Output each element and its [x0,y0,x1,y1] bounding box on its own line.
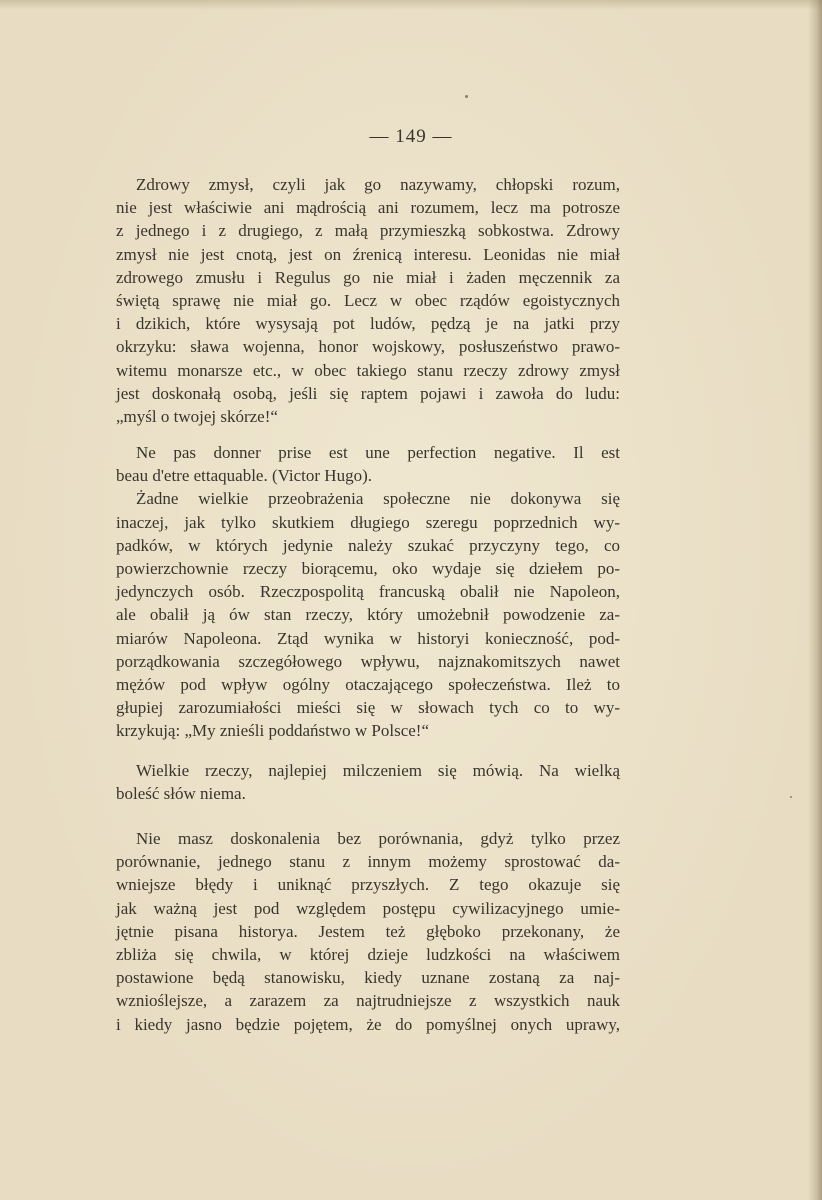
text-line: porównanie, jednego stanu z innym możemy sprostować da- [116,852,620,872]
text-line: i kiedy jasno będzie pojętem, że do pomyślnej onych uprawy, [116,1014,620,1034]
text-line: boleść słów niema. [116,784,246,804]
text-line: beau d'etre ettaquable. (Victor Hugo). [116,466,372,486]
text-line: głupiej zarozumiałości mieści się w słowach tych co to wy- [116,698,620,718]
paper-speck [790,796,792,798]
text-line: Zdrowy zmysł, czyli jak go nazywamy, chłopski rozum, [136,175,620,194]
text-line: wniejsze błędy i uniknąć przyszłych. Z tego okazuje się [116,875,620,895]
text-line: padków, w których jedynie należy szukać przyczyny tego, co [116,535,620,555]
text-line: Ne pas donner prise est une perfection negative. Il est [136,443,620,462]
text-line: Wielkie rzeczy, najlepiej milczeniem się mówią. Na wielką [136,761,620,780]
text-line: jak ważną jest pod względem postępu cywilizacyjnego umie- [116,898,620,918]
paragraph-comparison-history [116,827,620,1036]
text-line: Nie masz doskonalenia bez porównania, gdyż tylko przez [136,829,620,848]
paragraph-common-sense [116,173,620,428]
text-line: krzykują: „My znieśli poddaństwo w Polsce!“ [116,721,430,741]
paragraph-great-things [116,759,620,805]
text-line: powierzchownie rzeczy biorącemu, oko wydaje się dziełem po- [116,559,620,579]
text-line: porządkowania szczegółowego wpływu, najznakomitszych nawet [116,651,620,671]
text-line: postawione będą stanowisku, kiedy uznane zostaną za naj- [116,968,620,988]
text-line: ale obalił ją ów stan rzeczy, który umożebnił powodzenie za- [116,605,620,625]
text-line: i dzikich, które wysysają pot ludów, pędzą je na jatki przy [116,314,620,334]
text-line: witemu monarsze etc., w obec takiego stanu rzeczy zdrowy zmysł [116,360,620,380]
text-line: Żadne wielkie przeobrażenia społeczne nie dokonywa się [136,489,620,509]
page-top-shadow [0,0,822,10]
text-line: nie jest właściwie ani mądrością ani rozumem, lecz ma potrosze [116,198,620,218]
text-line: „myśl o twojej skórze!“ [116,407,278,427]
text-line: z jednego i z drugiego, z małą przymieszką sobkostwa. Zdrowy [116,221,620,241]
text-line: zmysł nie jest cnotą, jest on źrenicą interesu. Leonidas nie miał [116,244,620,264]
paragraph-victor-hugo-and-transformations [116,441,620,743]
text-line: zbliża się chwila, w której dzieje ludzkości na właściwem [116,945,620,965]
page-right-edge-shadow [808,0,822,1200]
text-line: mężów pod wpływ ogólny otaczającego społeczeństwa. Ileż to [116,675,620,695]
text-line: wznioślejsze, a zarazem za najtrudniejsze z wszystkich nauk [116,991,620,1011]
text-line: jedynczych osób. Rzeczpospolitą francuską obalił nie Napoleon, [116,582,620,602]
text-line: świętą sprawę nie miał go. Lecz w obec rządów egoistycznych [116,291,620,311]
text-line: okrzyku: sława wojenna, honor wojskowy, posłuszeństwo prawo- [116,337,620,357]
text-line: zdrowego zmusłu i Regulus go nie miał i żaden męczennik za [116,267,620,287]
text-line: jętnie pisana historya. Jestem też głęboko przekonany, że [116,921,620,941]
text-line: inaczej, jak tylko skutkiem długiego szeregu poprzednich wy- [116,512,620,532]
text-line: miarów Napoleona. Ztąd wynika w historyi konieczność, pod- [116,628,620,648]
page-number: — 149 — [369,126,453,147]
text-line: jest doskonałą osobą, jeśli się raptem pojawi i zawoła do ludu: [116,383,620,403]
paper-speck [465,95,468,98]
